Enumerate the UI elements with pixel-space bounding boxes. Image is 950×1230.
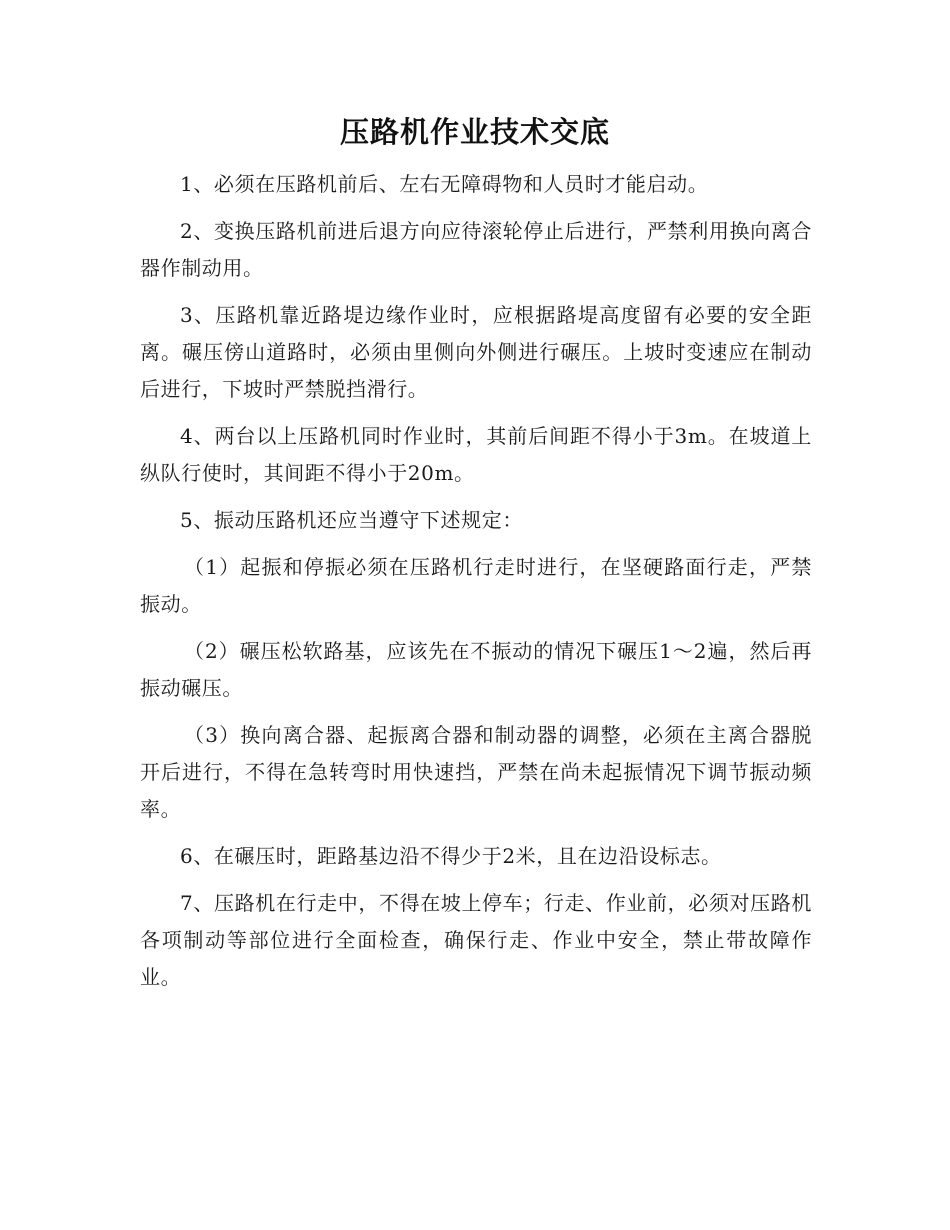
paragraph-5-3: （3）换向离合器、起振离合器和制动器的调整，必须在主离合器脱开后进行，不得在急转弯时用快速挡，严禁在尚未起振情况下调节振动频率。 — [140, 723, 812, 821]
paragraph-5-2: （2）碾压松软路基，应该先在不振动的情况下碾压1～2遍，然后再振动碾压。 — [140, 639, 812, 700]
paragraph-6: 6、在碾压时，距路基边沿不得少于2米，且在边沿设标志。 — [180, 844, 722, 868]
paragraph-7: 7、压路机在行走中，不得在坡上停车；行走、作业前，必须对压路机各项制动等部位进行全面检查，确保行走、作业中安全，禁止带故障作业。 — [140, 891, 812, 989]
paragraph-5-1: （1）起振和停振必须在压路机行走时进行，在坚硬路面行走，严禁振动。 — [140, 555, 812, 616]
paragraph-1: 1、必须在压路机前后、左右无障碍物和人员时才能启动。 — [180, 172, 709, 196]
paragraph-3: 3、压路机靠近路堤边缘作业时，应根据路堤高度留有必要的安全距离。碾压傍山道路时，必须由里侧向外侧进行碾压。上坡时变速应在制动后进行，下坡时严禁脱挡滑行。 — [140, 303, 812, 401]
paragraph-5: 5、振动压路机还应当遵守下述规定： — [180, 508, 523, 532]
document-body — [140, 166, 812, 1006]
paragraph-2: 2、变换压路机前进后退方向应待滚轮停止后进行，严禁利用换向离合器作制动用。 — [140, 219, 812, 280]
document-title: 压路机作业技术交底 — [339, 115, 610, 149]
paragraph-4: 4、两台以上压路机同时作业时，其前后间距不得小于3m。在坡道上纵队行使时，其间距不得小于20m。 — [140, 424, 812, 485]
